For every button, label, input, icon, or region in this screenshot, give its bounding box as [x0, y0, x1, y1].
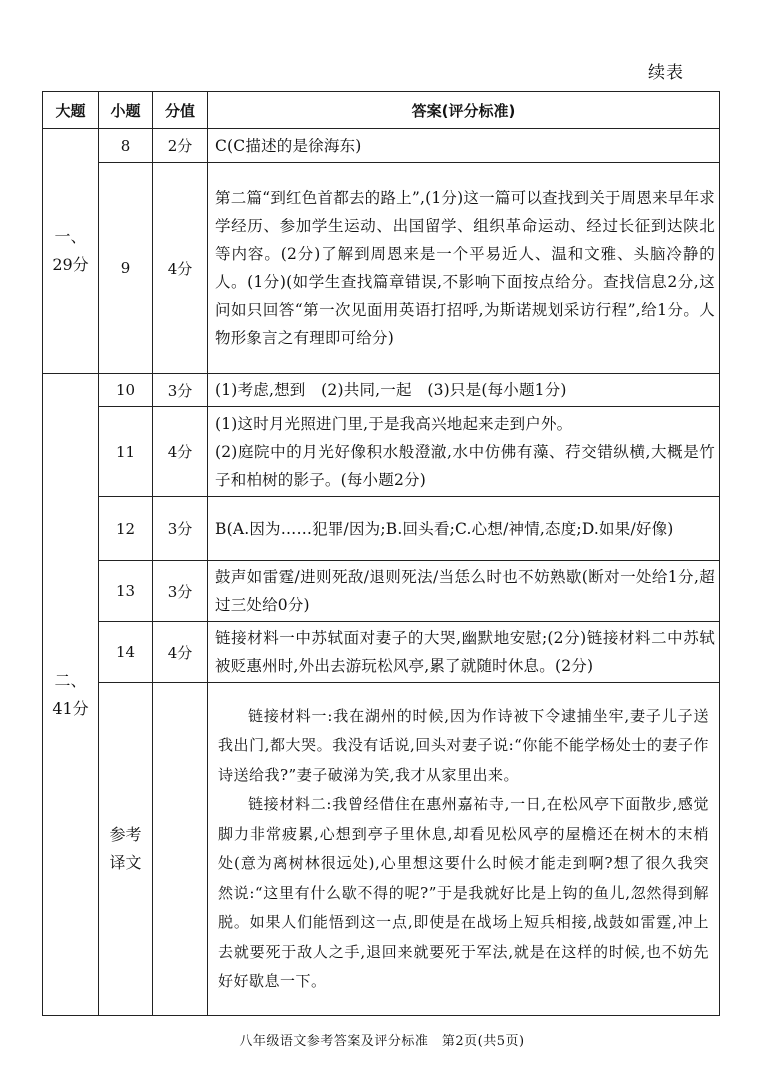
section-two-label: 二、 41分: [52, 670, 89, 718]
item-answer: C(C描述的是徐海东): [208, 129, 720, 163]
item-number: 14: [99, 622, 153, 683]
table-row: [43, 129, 720, 163]
reference-translation: [208, 683, 720, 1016]
item-answer: 第二篇“到红色首都去的路上”,(1分)这一篇可以查找到关于周恩来早年求学经历、参加学生运动、出国留学、组织革命运动、经过长征到达陕北等内容。(2分)了解到周恩来是一个平易近人、温和文雅、头脑冷静的人。(1分)(如学生查找篇章错误,不影响下面按点给分。查找信息2分,这问如只回答“第一次见面用英语打招呼,为斯诺规划采访行程”,给1分。人物形象言之有理即可给分): [208, 163, 720, 374]
item-score: 4分: [153, 622, 208, 683]
item-answer: [208, 407, 720, 497]
item-answer: 链接材料一中苏轼面对妻子的大哭,幽默地安慰;(2分)链接材料二中苏轼被贬惠州时,外出去游玩松风亭,累了就随时休息。(2分): [208, 622, 720, 683]
reference-paragraph-1: 链接材料一:我在湖州的时候,因为作诗被下令逮捕坐牢,妻子儿子送我出门,都大哭。我没有话说,回头对妻子说:“你能不能学杨处士的妻子作诗送给我?”妻子破涕为笑,我才从家里出来。: [218, 706, 709, 784]
continuation-label: 续表: [648, 63, 684, 83]
item-answer-line1: (1)这时月光照进门里,于是我高兴地起来走到户外。: [215, 414, 573, 433]
header-item: 小题: [99, 92, 153, 129]
item-answer: B(A.因为……犯罪/因为;B.回头看;C.心想/神情,态度;D.如果/好像): [208, 497, 720, 561]
item-number: 11: [99, 407, 153, 497]
table-row: [43, 683, 720, 1016]
header-answer: 答案(评分标准): [208, 92, 720, 129]
item-score: 4分: [153, 407, 208, 497]
table-row: [43, 407, 720, 497]
item-score: 3分: [153, 561, 208, 622]
item-number: 12: [99, 497, 153, 561]
header-section: 大题: [43, 92, 99, 129]
item-score: 3分: [153, 497, 208, 561]
reference-label: 参考 译文: [109, 825, 142, 872]
item-number: 8: [99, 129, 153, 163]
table-row: [43, 163, 720, 374]
reference-paragraph-2: 链接材料二:我曾经借住在惠州嘉祐寺,一日,在松风亭下面散步,感觉脚力非常疲累,心想到亭子里休息,却看见松风亭的屋檐还在树木的末梢处(意为离树林很远处),心里想这要什么时候才能走到啊?想了很久我突然说:“这里有什么歇不得的呢?”于是我就好比是上钩的鱼儿,忽然得到解脱。如果人们能悟到这一点,即使是在战场上短兵相接,战鼓如雷霆,冲上去就要死于敌人之手,退回来就要死于军法,就是在这样的时候,也不妨先好好歇息一下。: [218, 795, 709, 990]
item-score: 2分: [153, 129, 208, 163]
answer-table: [42, 91, 720, 1016]
table-header: [43, 92, 720, 129]
item-number: 10: [99, 374, 153, 407]
header-score: 分值: [153, 92, 208, 129]
reference-label-cell: [99, 683, 153, 1016]
reference-score-cell: [153, 683, 208, 1016]
table-row: [43, 374, 720, 407]
section-one-cell: [43, 129, 99, 374]
item-number: 13: [99, 561, 153, 622]
item-score: 3分: [153, 374, 208, 407]
item-answer: 鼓声如雷霆/进则死敌/退则死法/当恁么时也不妨熟歇(断对一处给1分,超过三处给0分): [208, 561, 720, 622]
section-two-cell: [43, 374, 99, 1016]
item-number: 9: [99, 163, 153, 374]
item-answer: (1)考虑,想到 (2)共同,一起 (3)只是(每小题1分): [208, 374, 720, 407]
page-footer: 八年级语文参考答案及评分标准 第2页(共5页): [239, 1034, 525, 1049]
table-row: [43, 561, 720, 622]
item-answer-line2: (2)庭院中的月光好像积水般澄澈,水中仿佛有藻、荇交错纵横,大概是竹子和柏树的影子。(每小题2分): [215, 442, 715, 489]
table-row: [43, 622, 720, 683]
section-one-label: 一、 29分: [52, 227, 89, 274]
item-score: 4分: [153, 163, 208, 374]
table-row: [43, 497, 720, 561]
